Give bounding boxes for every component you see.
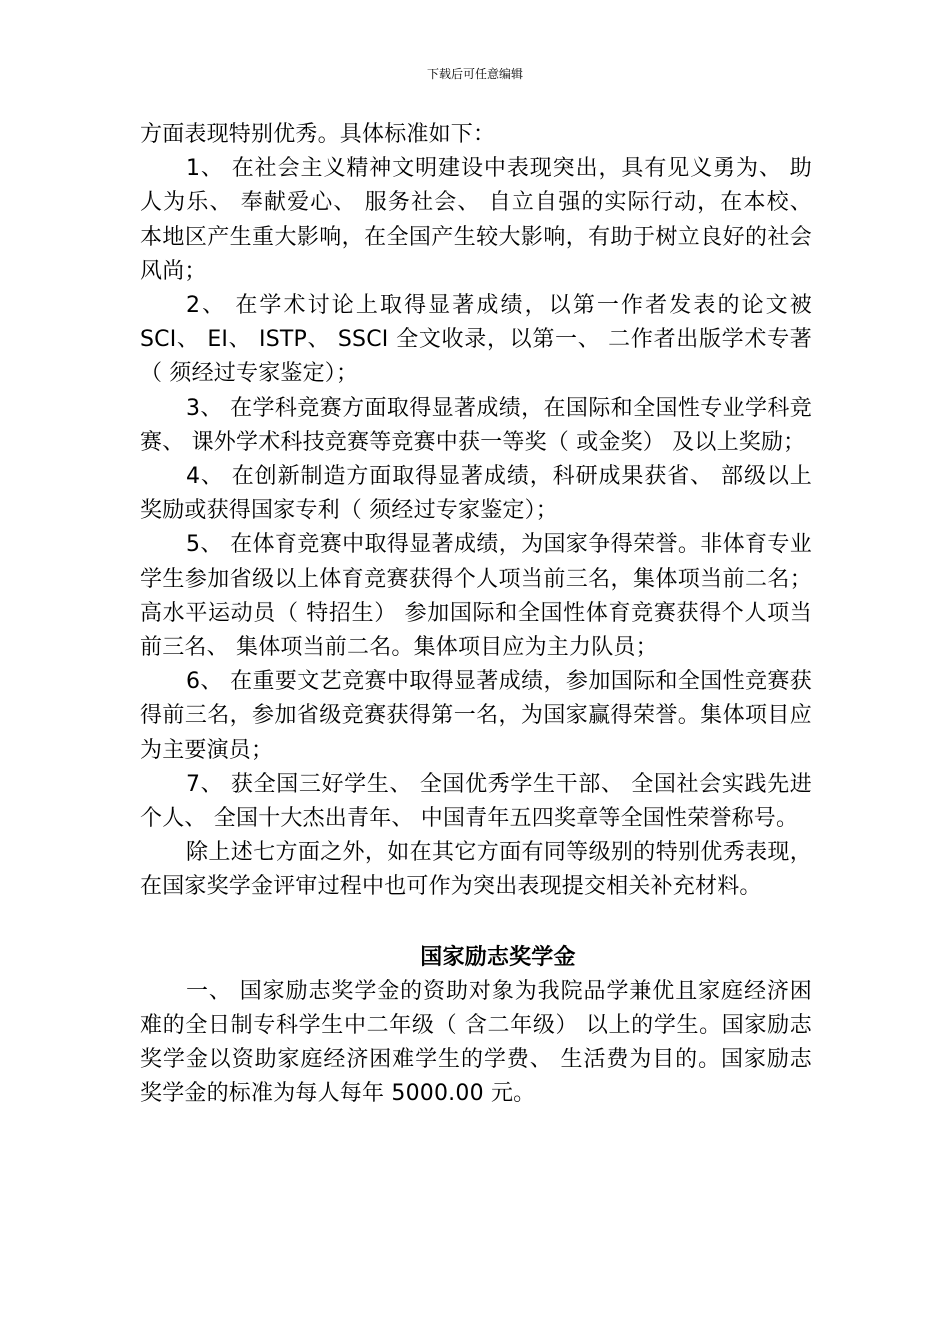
criteria-item-5: 5、 在体育竞赛中取得显著成绩，为国家争得荣誉。非体育专业学生参加省级以上体育竞赛获得个人项当前三名，集体项当前二名；高水平运动员（ 特招生） 参加国际和全国性体育竞赛获得个人项当前三名、 集体项当前二名。集体项目应为主力队员； bbox=[140, 532, 812, 661]
section-title: 国家励志奖学金 bbox=[420, 944, 576, 970]
criteria-item-7: 7、 获全国三好学生、 全国优秀学生干部、 全国社会实践先进个人、 全国十大杰出青年、 中国青年五四奖章等全国性荣誉称号。 bbox=[140, 771, 812, 832]
paragraph-intro: 方面表现特别优秀。具体标准如下： bbox=[140, 122, 496, 147]
page-header-note: 下载后可任意编辑 bbox=[426, 67, 523, 81]
criteria-item-4: 4、 在创新制造方面取得显著成绩，科研成果获省、 部级以上奖励或获得国家专利（ 须经过专家鉴定）； bbox=[140, 464, 812, 524]
criteria-item-2: 2、 在学术讨论上取得显著成绩，以第一作者发表的论文被 SCI、 EI、 ISTP、 SSCI 全文收录，以第一、 二作者出版学术专著（ 须经过专家鉴定）； bbox=[140, 293, 812, 387]
criteria-item-1: 1、 在社会主义精神文明建设中表现突出，具有见义勇为、 助人为乐、 奉献爱心、 服务社会、 自立自强的实际行动，在本校、 本地区产生重大影响，在全国产生较大影响，有助于树立良好的社会风尚； bbox=[140, 156, 812, 284]
paragraph-other: 除上述七方面之外，如在其它方面有同等级别的特别优秀表现，在国家奖学金评审过程中也可作为突出表现提交相关补充材料。 bbox=[140, 840, 812, 900]
criteria-item-3: 3、 在学科竞赛方面取得显著成绩，在国际和全国性专业学科竞赛、 课外学术科技竞赛等竞赛中获一等奖（ 或金奖） 及以上奖励； bbox=[140, 395, 812, 455]
criteria-item-6: 6、 在重要文艺竞赛中取得显著成绩，参加国际和全国性竞赛获得前三名，参加省级竞赛获得第一名，为国家赢得荣誉。集体项目应为主要演员； bbox=[140, 669, 812, 763]
document-body bbox=[140, 118, 812, 1111]
section-paragraph: 一、 国家励志奖学金的资助对象为我院品学兼优且家庭经济困难的全日制专科学生中二年级（ 含二年级） 以上的学生。国家励志奖学金以资助家庭经济困难学生的学费、 生活费为目的。国家励志奖学金的标准为每人每年 5000.00 元。 bbox=[140, 978, 812, 1107]
